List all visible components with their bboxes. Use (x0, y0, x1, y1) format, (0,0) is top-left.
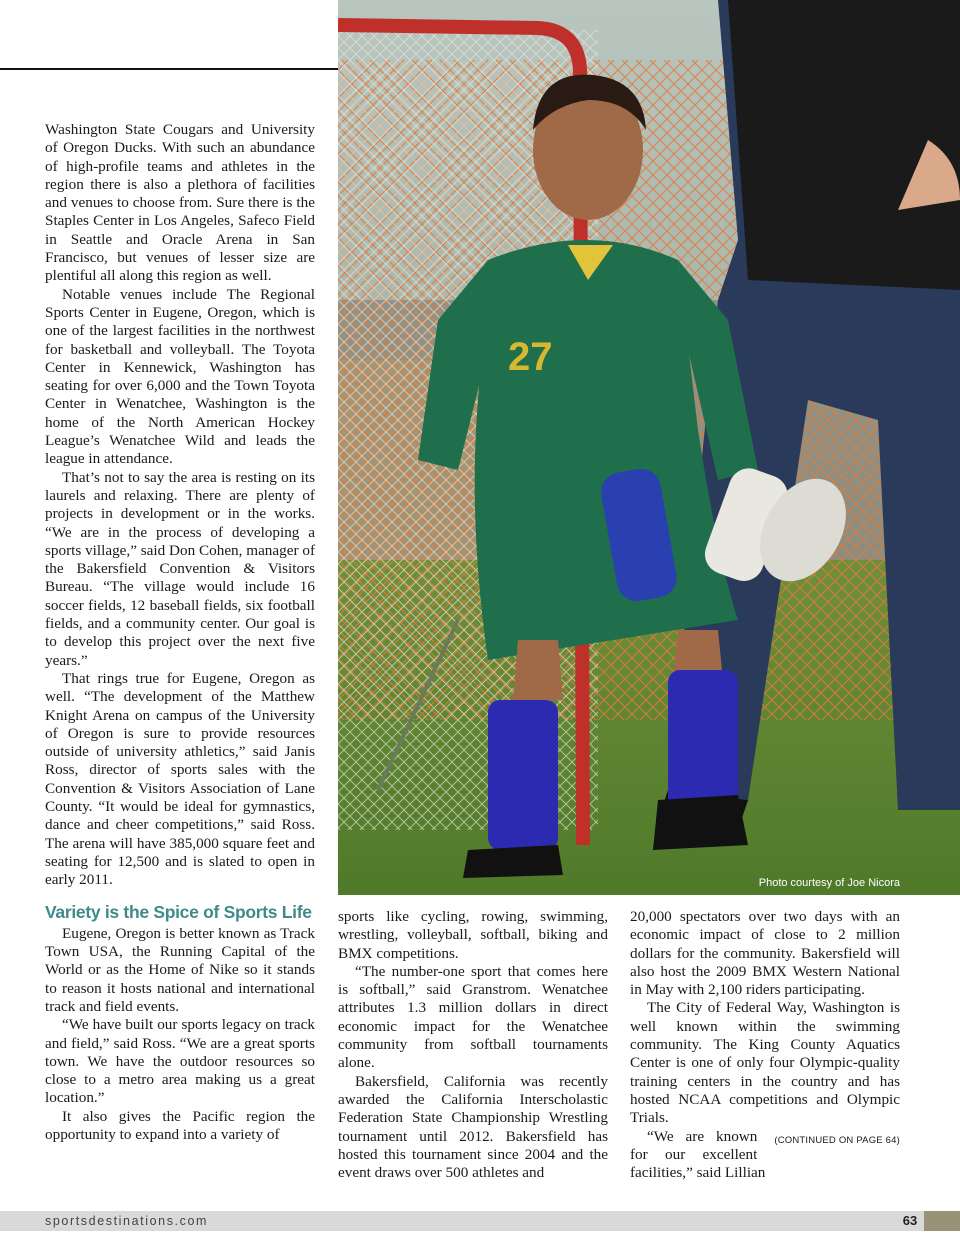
continued-note[interactable]: (CONTINUED ON PAGE 64) (774, 1134, 900, 1146)
paragraph: Notable venues include The Regional Sports Center in Eugene, Oregon, which is one of the largest facilities in the northwest for basketball and volleyball. The Toyota Center in Kennewick, Washington has seating for over 6,000 and the Town Toyota Center in Wenatchee, Washington is the home of the North American Hockey League’s Wenatchee Wild and leads the league in attendance. (45, 285, 315, 468)
section-subhead: Variety is the Spice of Sports Life (45, 902, 312, 923)
column-3 (630, 908, 900, 1182)
paragraph-text: “We are known for our excellent facilities,” said Lillian (630, 1127, 766, 1182)
paragraph: That rings true for Eugene, Oregon as well. “The development of the Matthew Knight Arena on campus of the University of Oregon is sure to provide resources outside of university athletics,” said Janis Ross, director of sports sales with the Convention & Visitors Association of Lane County. “It would be ideal for gymnastics, dance and cheer competitions,” said Ross. The arena will have 385,000 square feet and seating for 12,500 and is slated to open in early 2011. (45, 669, 315, 889)
paragraph: Eugene, Oregon is better known as Track Town USA, the Running Capital of the World or as the Home of Nike so it stands to reason it hosts national and international track and field events. (45, 924, 315, 1015)
paragraph: The City of Federal Way, Washington is well known within the swimming community. The King County Aquatics Center is one of only four Olympic-quality training centers in the country and has hosted NCAA competitions and Olympic Trials. (630, 999, 900, 1127)
paragraph: Washington State Cougars and University of Oregon Ducks. With such an abundance of high-profile teams and athletes in the region there is also a plethora of facilities and venues to choose from. Sure there is the Staples Center in Los Angeles, Safeco Field in Seattle and Oracle Arena in San Francisco, but venues of lesser size are plentiful all along this region as well. (45, 121, 315, 285)
page-footer (0, 1211, 960, 1231)
photo-credit: Photo courtesy of Joe Nicora (758, 877, 900, 889)
site-url[interactable]: sportsdestinations.com (45, 1214, 209, 1228)
jersey-number: 27 (508, 335, 553, 379)
footer-color-tab (924, 1211, 960, 1231)
top-rule (0, 68, 338, 70)
paragraph: Bakersfield, California was recently awarded the California Interscholastic Federation State Championship Wrestling tournament until 2012. Bakersfield has hosted this tournament since 2004 and the event draws over 500 athletes and (338, 1072, 608, 1182)
paragraph: It also gives the Pacific region the opportunity to expand into a variety of (45, 1107, 315, 1144)
goalkeeper-photo (338, 0, 960, 895)
goalkeeper-illustration (338, 0, 960, 895)
paragraph: That’s not to say the area is resting on its laurels and relaxing. There are plenty of projects in development or in the works. “We are in the process of developing a sports village,” said Don Cohen, manager of the Bakersfield Convention & Visitors Bureau. “The village would include 16 soccer fields, 12 baseball fields, six football fields, and a community center. Our goal is to develop this project over the next five years.” (45, 468, 315, 669)
paragraph: 20,000 spectators over two days with an economic impact of close to 2 million dollars for the community. Bakersfield will also host the 2009 BMX Western National in May with 2,100 riders participating. (630, 908, 900, 999)
column-2 (338, 908, 608, 1182)
paragraph (630, 1128, 900, 1183)
paragraph: “The number-one sport that comes here is softball,” said Granstrom. Wenatchee attributes 1.3 million dollars in direct economic impact for the Wenatchee community from softball tournaments alone. (338, 962, 608, 1072)
paragraph: “We have built our sports legacy on track and field,” said Ross. “We are a great sports town. We have the outdoor resources so close to a metro area making us a great location.” (45, 1016, 315, 1107)
column-1 (45, 121, 315, 1144)
page-number: 63 (896, 1211, 924, 1231)
paragraph: sports like cycling, rowing, swimming, wrestling, volleyball, softball, biking and BMX competitions. (338, 908, 608, 962)
